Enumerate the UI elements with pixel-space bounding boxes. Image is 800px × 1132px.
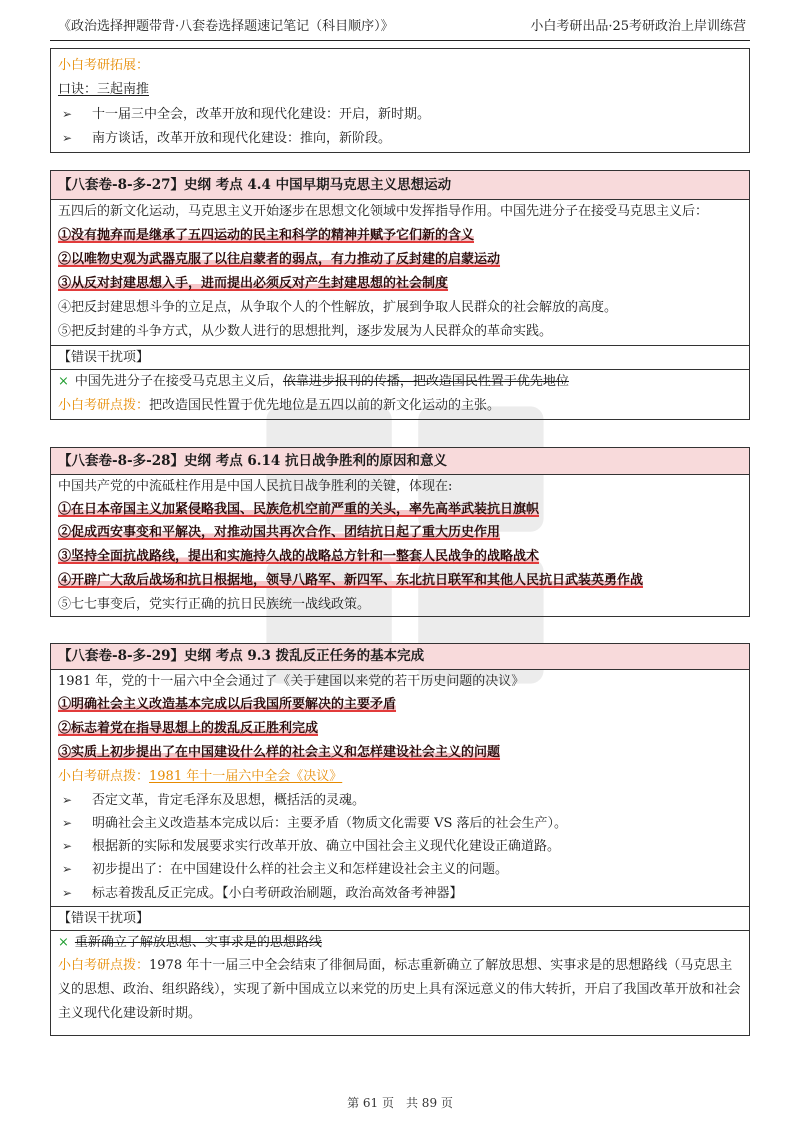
- extension-label: 小白考研拓展：: [58, 58, 150, 73]
- wrong-mark-icon: ×: [58, 374, 69, 389]
- extension-box: [50, 48, 750, 153]
- arrow-bullet-icon: ➢: [62, 839, 73, 853]
- option-text: ⑤把反封建的斗争方式，从少数人进行的思想批判，逐步发展为人民群众的革命实践。: [58, 324, 553, 339]
- page-number: 第 61 页 共 89 页: [347, 1096, 453, 1110]
- list-item: 根据新的实际和发展要求实行改革开放、确立中国社会主义现代化建设正确道路。: [92, 839, 561, 854]
- correct-option: ①没有抛弃而是继承了五四运动的民主和科学的精神并赋予它们新的含义: [58, 228, 475, 243]
- list-item: 初步提出了：在中国建设什么样的社会主义和怎样建设社会主义的问题。: [92, 862, 509, 877]
- arrow-bullet-icon: ➢: [62, 816, 73, 830]
- tip-text: 1978 年十一届三中全会结束了徘徊局面，标志重新确立了解放思想、实事求是的思想路线（马克思主义的思想、政治、组织路线），实现了新中国成立以来党的历史上具有深远意义的伟大转折，开启了我国改革开放和社会主义现代化建设新时期。: [58, 958, 741, 1021]
- correct-option: ①在日本帝国主义加紧侵略我国、民族危机空前严重的关头，率先高举武装抗日旗帜: [58, 502, 540, 517]
- correct-option: ②促成西安事变和平解决，对推动国共再次合作、团结抗日起了重大历史作用: [58, 525, 501, 540]
- wrong-mark-icon: ×: [58, 935, 69, 950]
- arrow-bullet-icon: ➢: [62, 131, 73, 145]
- correct-option: ②标志着党在指导思想上的拨乱反正胜利完成: [58, 721, 319, 736]
- option-text: ⑤七七事变后，党实行正确的抗日民族统一战线政策。: [58, 597, 371, 612]
- list-item: 十一届三中全会，改革开放和现代化建设：开启，新时期。: [92, 107, 431, 122]
- arrow-bullet-icon: ➢: [62, 862, 73, 876]
- correct-option: ④开辟广大敌后战场和抗日根据地，领导八路军、新四军、东北抗日联军和其他人民抗日武装英勇作战: [58, 573, 644, 588]
- correct-option: ①明确社会主义改造基本完成以后我国所要解决的主要矛盾: [58, 697, 397, 712]
- intro-text: 中国共产党的中流砥柱作用是中国人民抗日战争胜利的关键，体现在:: [51, 474, 749, 498]
- error-header: 【错误干扰项】: [51, 345, 749, 369]
- intro-text: 五四后的新文化运动，马克思主义开始逐步在思想文化领域中发挥指导作用。中国先进分子在接受马克思主义后：: [51, 199, 749, 224]
- question-card-29: [50, 643, 750, 1036]
- option-text: ④把反封建思想斗争的立足点，从争取个人的个性解放，扩展到争取人民群众的社会解放的高度。: [58, 300, 618, 315]
- error-header: 【错误干扰项】: [51, 906, 749, 930]
- list-item: 标志着拨乱反正完成。【小白考研政治刷题，政治高效备考神器】: [92, 886, 463, 901]
- tip-label: 小白考研点拨：: [58, 769, 150, 784]
- page-header: [50, 14, 750, 41]
- card-title: 【八套卷-8-多-29】史纲 考点 9.3 拨乱反正任务的基本完成: [51, 644, 749, 669]
- publisher-label: 小白考研出品·25考研政治上岸训练营: [530, 19, 746, 34]
- tip-label: 小白考研点拨：: [58, 398, 150, 413]
- arrow-bullet-icon: ➢: [62, 886, 73, 900]
- list-item: 明确社会主义改造基本完成以后：主要矛盾（物质文化需要 VS 落后的社会生产）。: [92, 816, 568, 831]
- correct-option: ③坚持全面抗战路线，提出和实施持久战的战略总方针和一整套人民战争的战略战术: [58, 549, 540, 564]
- question-card-27: [50, 170, 750, 420]
- list-item: 否定文革，肯定毛泽东及思想，概括活的灵魂。: [92, 793, 366, 808]
- mnemonic: 口诀：三起南推: [58, 82, 150, 97]
- correct-option: ③实质上初步提出了在中国建设什么样的社会主义和怎样建设社会主义的问题: [58, 745, 501, 760]
- tip-label: 小白考研点拨：: [58, 958, 150, 973]
- correct-option: ②以唯物史观为武器克服了以往启蒙者的弱点，有力推动了反封建的启蒙运动: [58, 252, 501, 267]
- wrong-option: 依靠进步报刊的传播，把改造国民性置于优先地位: [282, 374, 569, 389]
- arrow-bullet-icon: ➢: [62, 107, 73, 121]
- document-title: 《政治选择押题带背·八套卷选择题速记笔记（科目顺序）》: [58, 19, 394, 34]
- wrong-prefix: 中国先进分子在接受马克思主义后，: [74, 374, 283, 389]
- intro-text: 1981 年，党的十一届六中全会通过了《关于建国以来党的若干历史问题的决议》: [51, 669, 749, 693]
- card-title: 【八套卷-8-多-28】史纲 考点 6.14 抗日战争胜利的原因和意义: [51, 448, 749, 474]
- arrow-bullet-icon: ➢: [62, 793, 73, 807]
- correct-option: ③从反对封建思想入手，进而提出必须反对产生封建思想的社会制度: [58, 276, 449, 291]
- question-card-28: [50, 447, 750, 617]
- tip-text: 把改造国民性置于优先地位是五四以前的新文化运动的主张。: [149, 398, 501, 413]
- tip-title: 1981 年十一届六中全会《决议》: [149, 769, 343, 784]
- wrong-option: 重新确立了解放思想、实事求是的思想路线: [74, 935, 322, 950]
- list-item: 南方谈话，改革开放和现代化建设：推向，新阶段。: [92, 131, 392, 146]
- card-title: 【八套卷-8-多-27】史纲 考点 4.4 中国早期马克思主义思想运动: [51, 171, 749, 199]
